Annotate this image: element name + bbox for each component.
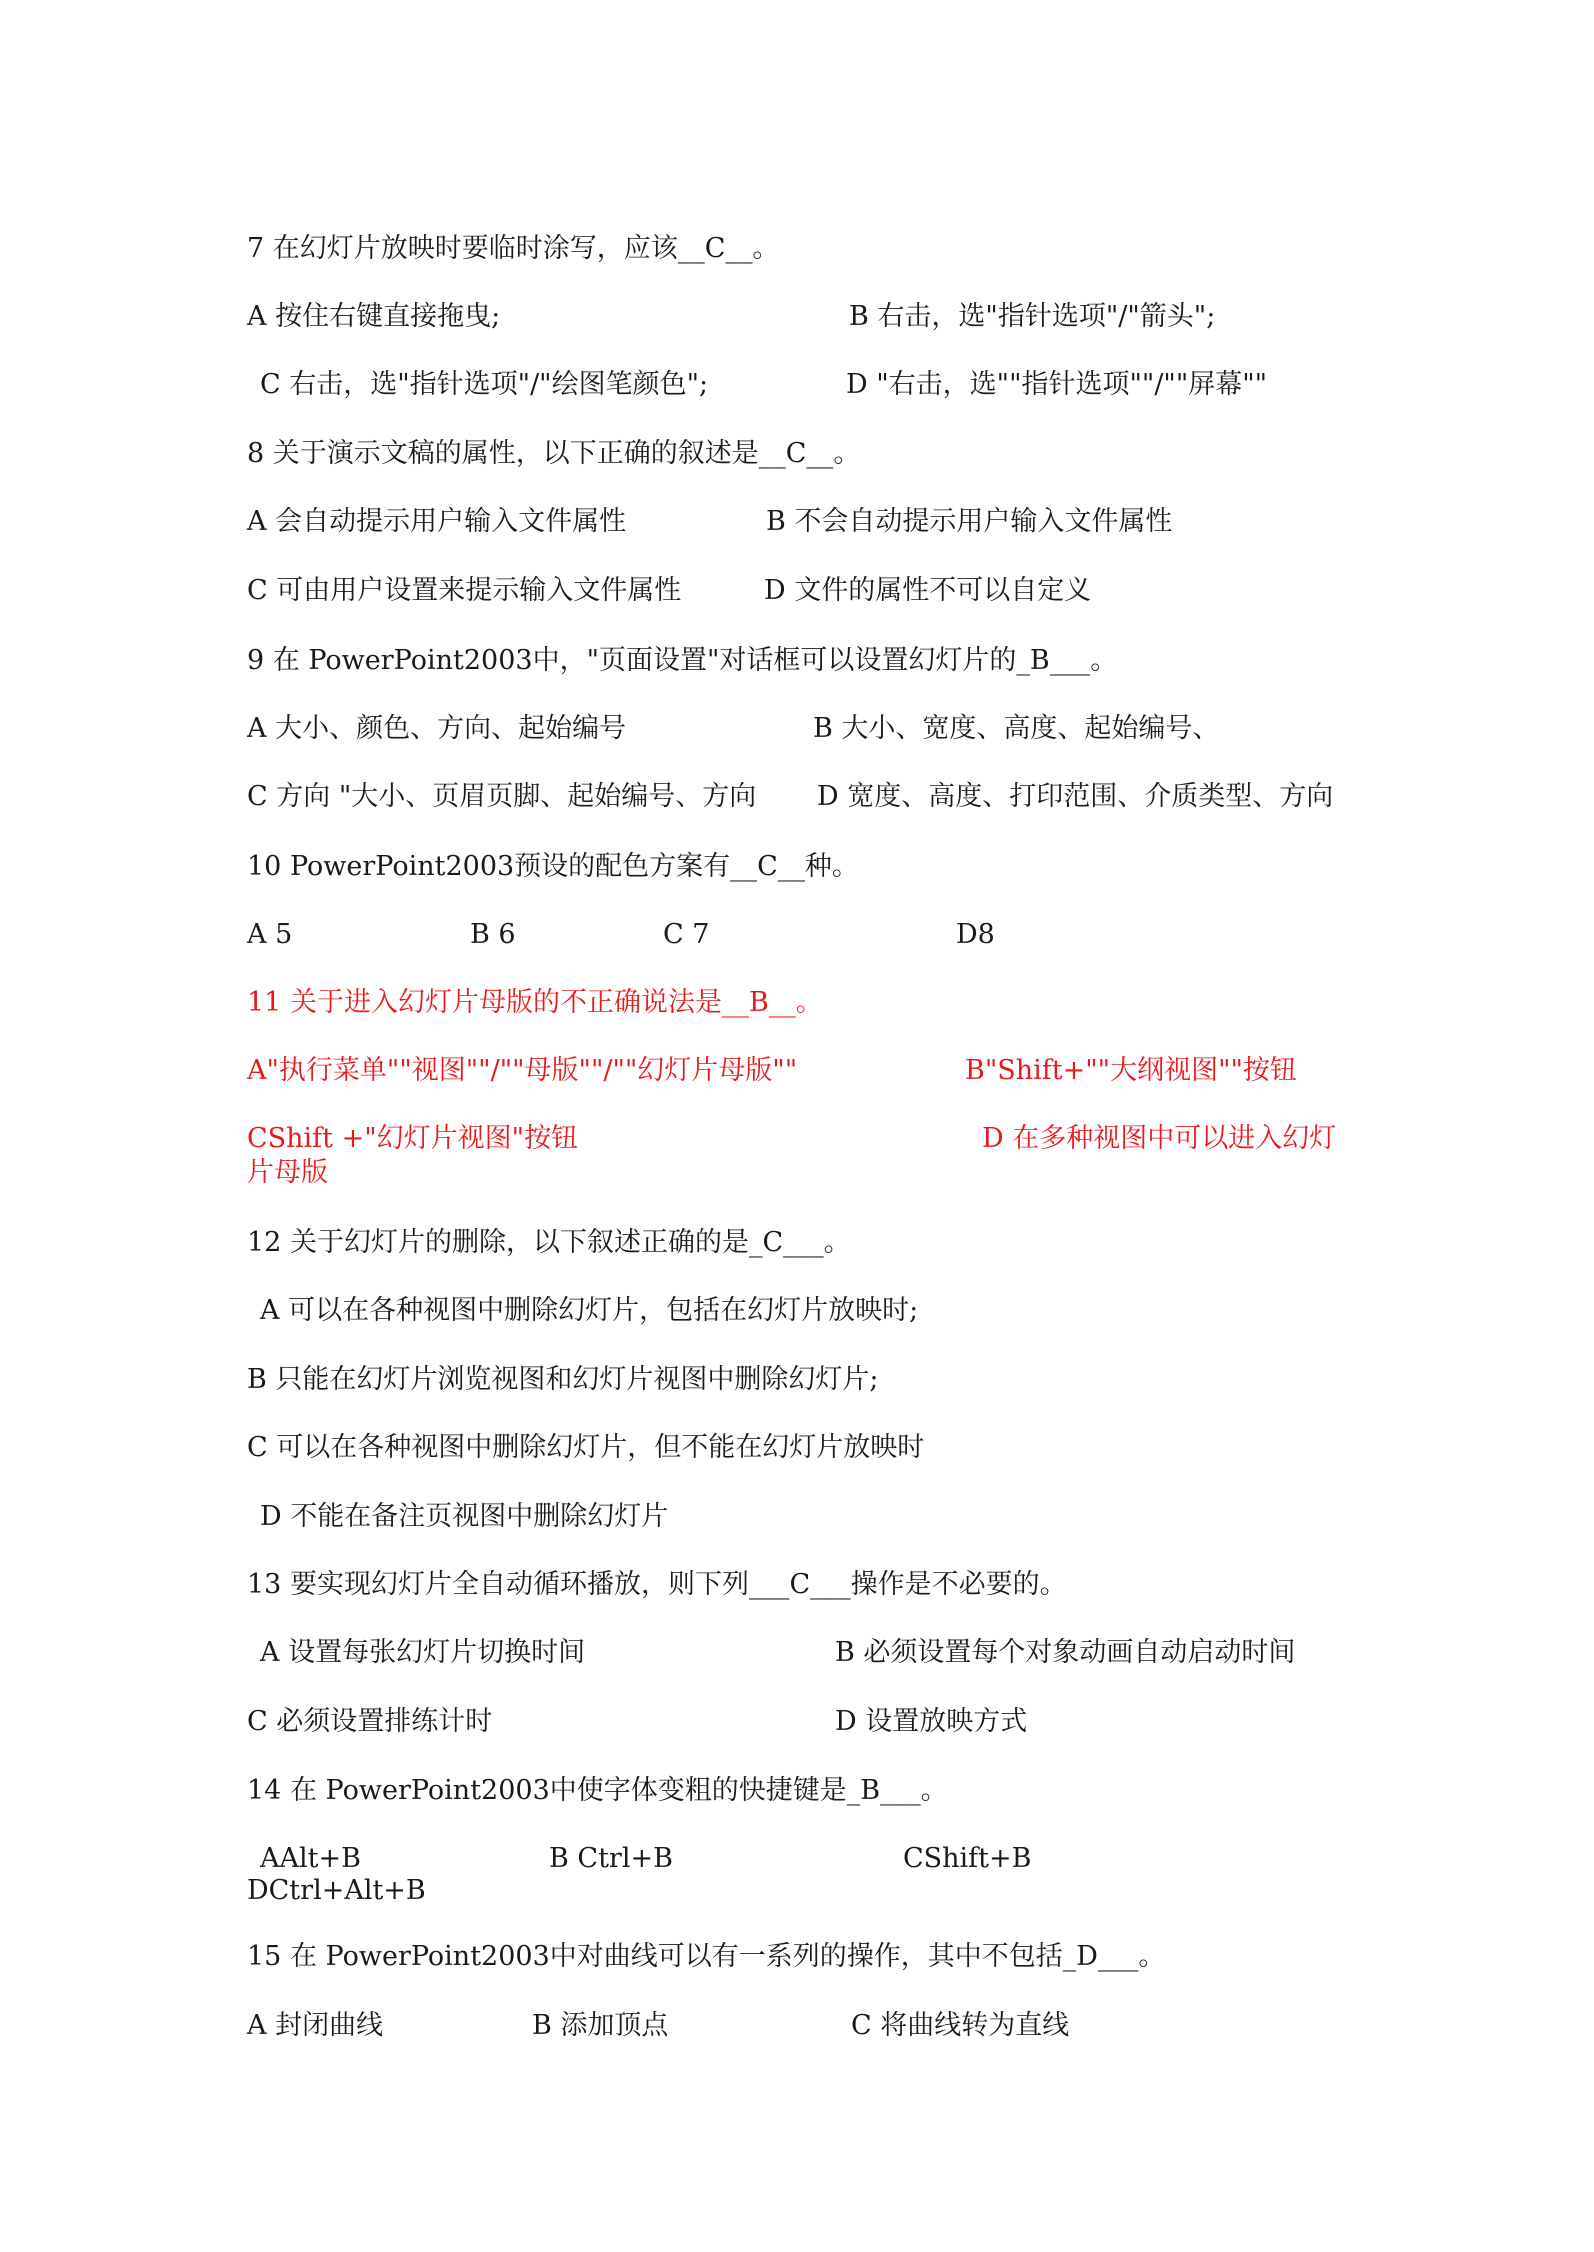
- question-11-option-c: CShift +"幻灯片视图"按钮: [247, 1123, 579, 1154]
- question-14-option-b: B Ctrl+B: [549, 1843, 673, 1874]
- question-11-option-a: A"执行菜单""视图""/""母版""/""幻灯片母版"": [247, 1055, 798, 1086]
- question-14-option-c: CShift+B: [903, 1843, 1032, 1874]
- question-10-stem: 10 PowerPoint2003预设的配色方案有__C__种。: [247, 851, 859, 882]
- question-8-stem: 8 关于演示文稿的属性，以下正确的叙述是__C__。: [247, 438, 861, 469]
- question-10-option-c: C 7: [663, 919, 710, 950]
- question-8-option-b: B 不会自动提示用户输入文件属性: [766, 506, 1173, 537]
- question-11-stem: 11 关于进入幻灯片母版的不正确说法是__B__。: [247, 987, 823, 1018]
- question-12-option-c: C 可以在各种视图中删除幻灯片，但不能在幻灯片放映时: [247, 1432, 925, 1463]
- question-7-option-b: B 右击，选"指针选项"/"箭头";: [849, 301, 1216, 332]
- question-7-option-a: A 按住右键直接拖曳;: [247, 301, 501, 332]
- question-10-option-b: B 6: [470, 919, 516, 950]
- question-14-stem: 14 在 PowerPoint2003中使字体变粗的快捷键是_B___。: [247, 1775, 948, 1806]
- question-14-option-a: AAlt+B: [260, 1843, 361, 1874]
- question-9-option-a: A 大小、颜色、方向、起始编号: [247, 713, 627, 744]
- question-15-option-c: C 将曲线转为直线: [851, 2010, 1070, 2041]
- question-9-option-c: C 方向 "大小、页眉页脚、起始编号、方向: [247, 781, 757, 812]
- question-13-option-d: D 设置放映方式: [835, 1706, 1028, 1737]
- question-13-option-a: A 设置每张幻灯片切换时间: [260, 1637, 586, 1668]
- question-14-option-d: DCtrl+Alt+B: [247, 1875, 426, 1906]
- question-12-option-a: A 可以在各种视图中删除幻灯片，包括在幻灯片放映时;: [260, 1295, 919, 1326]
- question-9-option-d: D 宽度、高度、打印范围、介质类型、方向: [817, 781, 1334, 812]
- question-13-stem: 13 要实现幻灯片全自动循环播放，则下列___C___操作是不必要的。: [247, 1569, 1067, 1600]
- question-15-stem: 15 在 PowerPoint2003中对曲线可以有一系列的操作，其中不包括_D___。: [247, 1941, 1166, 1972]
- question-15-option-a: A 封闭曲线: [247, 2010, 384, 2041]
- question-9-stem: 9 在 PowerPoint2003中，"页面设置"对话框可以设置幻灯片的_B___。: [247, 645, 1118, 676]
- question-11-option-b: B"Shift+""大纲视图""按钮: [965, 1055, 1297, 1086]
- question-10-option-d: D8: [956, 919, 995, 950]
- question-13-option-c: C 必须设置排练计时: [247, 1706, 493, 1737]
- question-11-option-d: D 在多种视图中可以进入幻灯: [982, 1123, 1337, 1154]
- question-8-option-c: C 可由用户设置来提示输入文件属性: [247, 575, 682, 606]
- question-7-stem: 7 在幻灯片放映时要临时涂写，应该__C__。: [247, 233, 780, 264]
- question-13-option-b: B 必须设置每个对象动画自动启动时间: [835, 1637, 1296, 1668]
- question-9-option-b: B 大小、宽度、高度、起始编号、: [813, 713, 1220, 744]
- question-10-option-a: A 5: [247, 919, 293, 950]
- question-8-option-a: A 会自动提示用户输入文件属性: [247, 506, 627, 537]
- question-12-option-d: D 不能在备注页视图中删除幻灯片: [260, 1501, 669, 1532]
- question-7-option-d: D "右击，选""指针选项""/""屏幕"": [846, 369, 1268, 400]
- question-12-option-b: B 只能在幻灯片浏览视图和幻灯片视图中删除幻灯片;: [247, 1364, 879, 1395]
- question-11-option-d-continued: 片母版: [247, 1157, 328, 1188]
- question-8-option-d: D 文件的属性不可以自定义: [764, 575, 1092, 606]
- question-12-stem: 12 关于幻灯片的删除，以下叙述正确的是_C___。: [247, 1227, 851, 1258]
- question-7-option-c: C 右击，选"指针选项"/"绘图笔颜色";: [260, 369, 709, 400]
- question-15-option-b: B 添加顶点: [532, 2010, 669, 2041]
